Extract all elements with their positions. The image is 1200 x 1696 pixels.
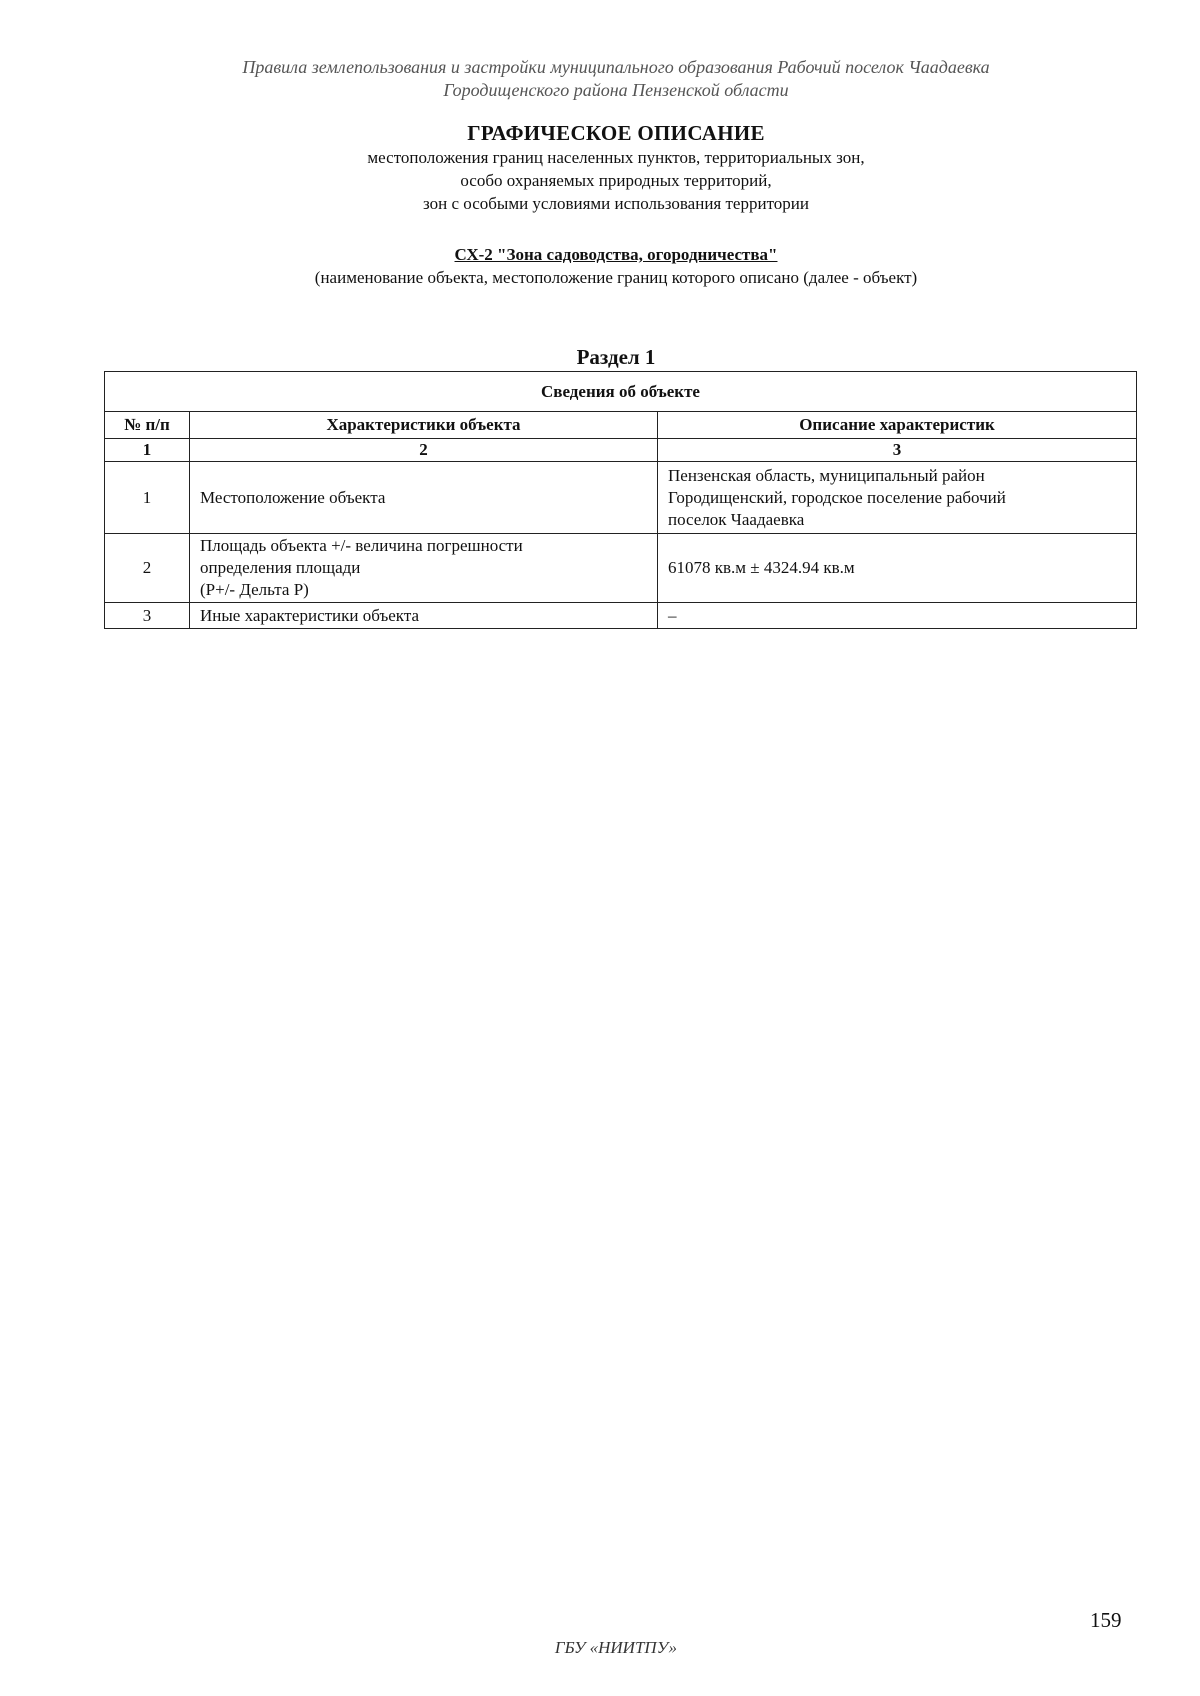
table-caption-row [105,372,1137,412]
row-description [658,534,1137,603]
row-characteristic-line: определения площади [200,558,361,577]
section-title: Раздел 1 [576,345,656,369]
document-subtitle-line-3: зон с особыми условиями использования территории [423,194,809,213]
table-column-number-row [105,439,1137,462]
object-block [0,243,1200,289]
page-number: 159 [1090,1608,1122,1632]
table-row [105,462,1137,534]
table-row [105,603,1137,629]
row-description-line: Пензенская область, муниципальный район [668,465,985,485]
row-description [658,603,1137,629]
running-header-line-1: Правила землепользования и застройки муниципального образования Рабочий поселок Чаадаевка [242,57,990,77]
column-number-3: 3 [658,439,1137,462]
column-number-1: 1 [105,439,190,462]
row-characteristic-line: Площадь объекта +/- величина погрешности [200,536,523,555]
column-number-2: 2 [190,439,658,462]
row-number: 1 [105,462,190,534]
row-number: 3 [105,603,190,629]
table-caption: Сведения об объекте [105,372,1137,412]
row-description-line: 61078 кв.м ± 4324.94 кв.м [668,558,855,577]
header-characteristic: Характеристики объекта [190,412,658,439]
title-block [0,120,1200,215]
running-header-line-2: Городищенского района Пензенской области [443,80,789,100]
table-header-row [105,412,1137,439]
row-characteristic [190,603,658,629]
object-name: СХ-2 "Зона садоводства, огородничества" [454,245,778,264]
header-number: № п/п [105,412,190,439]
row-characteristic [190,534,658,603]
row-description [658,462,1137,534]
object-caption: (наименование объекта, местоположение границ которого описано (далее - объект) [314,268,918,287]
row-description-line: поселок Чаадаевка [668,509,805,529]
running-header [0,56,1200,102]
header-description: Описание характеристик [658,412,1137,439]
document-title: ГРАФИЧЕСКОЕ ОПИСАНИЕ [467,121,765,145]
row-characteristic-line: Местоположение объекта [200,487,386,507]
row-number: 2 [105,534,190,603]
page-footer: ГБУ «НИИТПУ» [554,1638,678,1657]
row-characteristic-line: (P+/- Дельта P) [200,580,309,599]
row-description-line: – [668,605,677,625]
row-characteristic-line: Иные характеристики объекта [200,605,420,625]
row-characteristic [190,462,658,534]
object-info-table [104,371,1137,629]
document-subtitle-line-1: местоположения границ населенных пунктов, территориальных зон, [367,148,865,167]
document-subtitle-line-2: особо охраняемых природных территорий, [460,171,772,190]
row-description-line: Городищенский, городское поселение рабочий [668,487,1006,507]
table-row [105,534,1137,603]
